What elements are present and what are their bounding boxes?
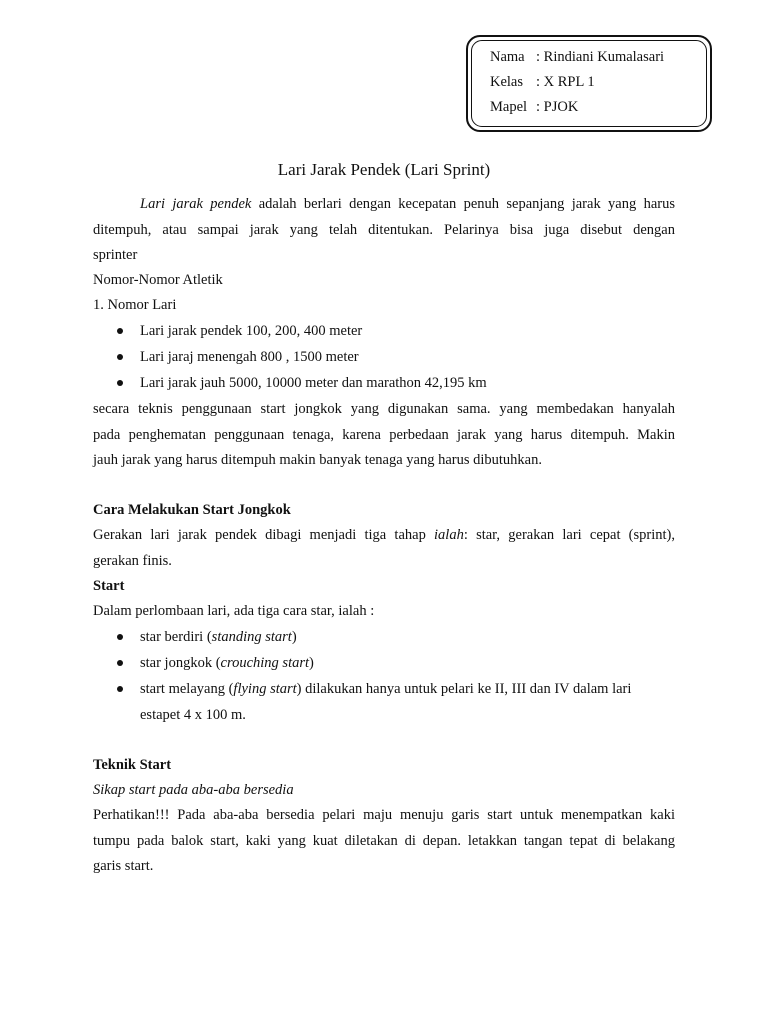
start-item-ital: crouching start xyxy=(220,655,310,671)
intro-line-1-rest: adalah berlari dengan kecepatan penuh sepanjang jarak yang harus xyxy=(251,196,675,212)
nomor-heading: Nomor-Nomor Atletik xyxy=(93,272,223,288)
nomor-lari: 1. Nomor Lari xyxy=(93,297,177,313)
document-title: Lari Jarak Pendek (Lari Sprint) xyxy=(277,160,491,179)
kelas-value: : X RPL 1 xyxy=(536,74,595,90)
list-item xyxy=(140,628,675,646)
cara-line-1-a: Gerakan lari jarak pendek dibagi menjadi tiga tahap xyxy=(93,527,435,543)
identity-row-kelas xyxy=(490,74,595,91)
start-intro: Dalam perlombaan lari, ada tiga cara star, ialah : xyxy=(93,603,375,619)
start-item-pre: star jongkok ( xyxy=(140,655,221,671)
teknik-subheading: Sikap start pada aba-aba bersedia xyxy=(93,782,294,798)
kelas-label: Kelas xyxy=(490,74,524,90)
list-item: Lari jarak jauh 5000, 10000 meter dan marathon 42,195 km xyxy=(140,375,487,391)
intro-line-3: sprinter xyxy=(93,247,138,263)
teknis-line-2: pada penghematan penggunaan tenaga, karena perbedaan jarak yang harus ditempuh. Makin xyxy=(93,427,675,443)
list-item xyxy=(140,680,675,698)
intro-line-1 xyxy=(93,195,675,213)
bullet-icon xyxy=(117,686,123,692)
start-item-pre: start melayang ( xyxy=(140,681,234,697)
identity-box-inner-border xyxy=(471,40,707,127)
teknik-line-1: Perhatikan!!! Pada aba-aba bersedia pelari maju menuju garis start untuk menempatkan kaki xyxy=(93,807,675,823)
identity-row-mapel xyxy=(490,99,578,116)
cara-line-1-b: : star, gerakan lari cepat (sprint), xyxy=(463,527,675,543)
bullet-icon xyxy=(117,380,123,386)
list-item: Lari jarak pendek 100, 200, 400 meter xyxy=(140,323,363,339)
list-item: Lari jaraj menengah 800 , 1500 meter xyxy=(140,349,359,365)
list-item-continuation: estapet 4 x 100 m. xyxy=(140,707,246,723)
start-item-ital: standing start xyxy=(211,629,292,645)
bullet-icon xyxy=(117,354,123,360)
teknis-line-3: jauh jarak yang harus ditempuh makin banyak tenaga yang harus dibutuhkan. xyxy=(93,452,542,468)
mapel-label: Mapel xyxy=(490,99,528,115)
identity-box xyxy=(466,35,712,132)
nama-label: Nama xyxy=(490,49,525,65)
start-item-post: ) dilakukan hanya untuk pelari ke II, III dan IV dalam lari xyxy=(296,681,632,697)
cara-line-1-ital: ialah xyxy=(434,527,464,543)
identity-row-nama xyxy=(490,49,664,66)
cara-line-2: gerakan finis. xyxy=(93,553,172,569)
start-item-pre: star berdiri ( xyxy=(140,629,212,645)
start-item-post: ) xyxy=(309,655,314,671)
teknik-line-3: garis start. xyxy=(93,858,154,874)
intro-term: Lari jarak pendek xyxy=(140,196,252,212)
teknik-line-2: tumpu pada balok start, kaki yang kuat diletakan di depan. letakkan tangan tepat di belakang xyxy=(93,833,675,849)
cara-heading: Cara Melakukan Start Jongkok xyxy=(93,502,291,518)
start-heading: Start xyxy=(93,578,125,594)
mapel-value: : PJOK xyxy=(536,99,579,115)
bullet-icon xyxy=(117,660,123,666)
start-item-post: ) xyxy=(291,629,297,645)
cara-line-1 xyxy=(93,526,675,544)
teknis-line-1: secara teknis penggunaan start jongkok yang digunakan sama. yang membedakan hanyalah xyxy=(93,401,675,417)
start-item-ital: flying start xyxy=(233,681,297,697)
bullet-icon xyxy=(117,634,123,640)
intro-line-2: ditempuh, atau sampai jarak yang telah ditentukan. Pelarinya bisa juga disebut dengan xyxy=(93,222,675,238)
teknik-heading: Teknik Start xyxy=(93,757,172,773)
bullet-icon xyxy=(117,328,123,334)
list-item xyxy=(140,654,675,672)
nama-value: : Rindiani Kumalasari xyxy=(536,49,665,65)
